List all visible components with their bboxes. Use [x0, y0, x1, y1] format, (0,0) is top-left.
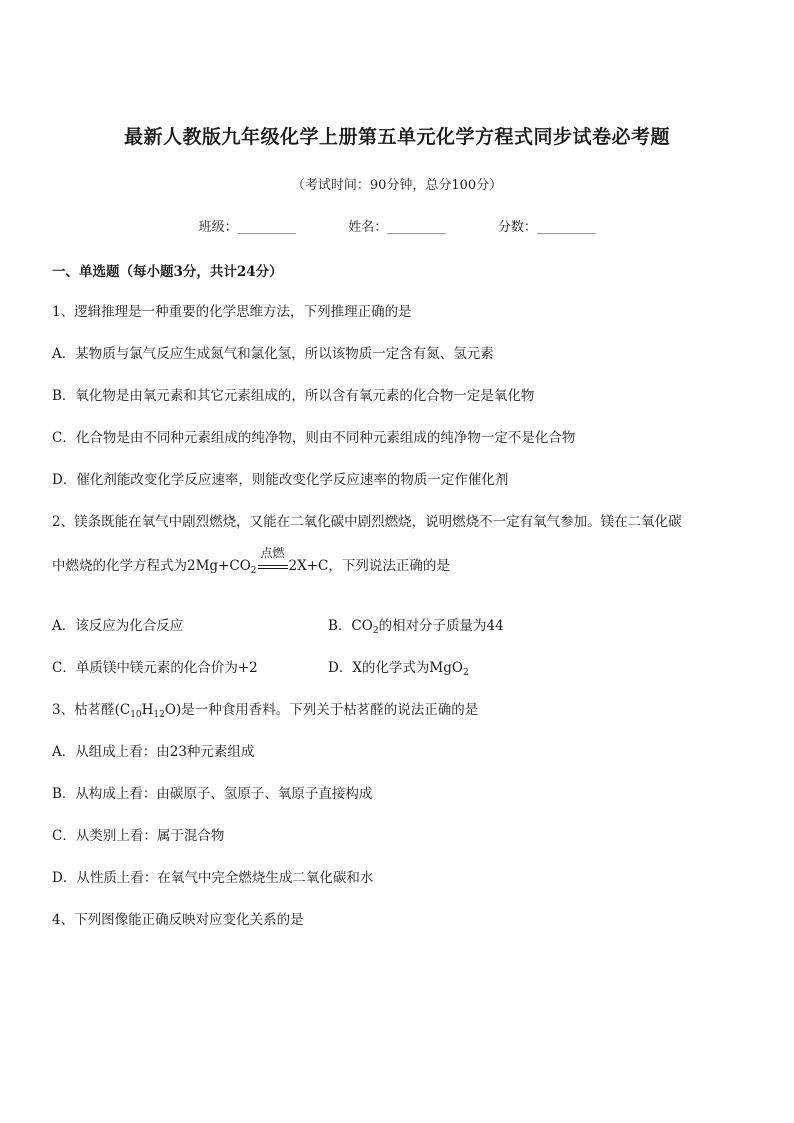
q2-stem-line1: 2、镁条既能在氧气中剧烈燃烧，又能在二氧化碳中剧烈燃烧，说明燃烧不一定有氧气参加。镁在二氧化碳 — [52, 514, 682, 530]
name-field: 姓名：_________ — [348, 220, 446, 235]
q2-equation-left: 中燃烧的化学方程式为2Mg+CO — [52, 558, 251, 574]
q2-option-b-post: 的相对分子质量为44 — [378, 618, 504, 634]
exam-title: 最新人教版九年级化学上册第五单元化学方程式同步试卷必考题 — [123, 126, 670, 148]
q2-option-b — [328, 614, 504, 634]
q2-co2-subscript: 2 — [250, 566, 257, 576]
reaction-condition — [258, 546, 288, 574]
student-info-row — [0, 216, 794, 235]
q3-option-d: D．从性质上看：在氧气中完全燃烧生成二氧化碳和水 — [52, 870, 374, 886]
q2-option-c: C．单质镁中镁元素的化合价为+2 — [52, 660, 258, 676]
q1-option-c: C．化合物是由不同种元素组成的纯净物，则由不同种元素组成的纯净物一定不是化合物 — [52, 430, 576, 446]
q2-option-d-subscript: 2 — [462, 668, 469, 678]
section-heading: 一、单选题（每小题3分，共计24分） — [52, 264, 283, 280]
exam-subtitle: （考试时间：90分钟，总分100分） — [291, 178, 503, 193]
q4-stem: 4、下列图像能正确反映对应变化关系的是 — [52, 912, 304, 928]
q3-hydrogen-subscript: 12 — [153, 710, 165, 720]
q3-option-c: C．从类别上看：属于混合物 — [52, 828, 225, 844]
q1-option-a: A．某物质与氯气反应生成氮气和氯化氢，所以该物质一定含有氮、氢元素 — [52, 346, 494, 362]
q3-option-a: A．从组成上看：由23种元素组成 — [52, 744, 255, 760]
q1-option-b: B．氧化物是由氧元素和其它元素组成的，所以含有氧元素的化合物一定是氧化物 — [52, 388, 535, 404]
q1-stem: 1、逻辑推理是一种重要的化学思维方法，下列推理正确的是 — [52, 304, 412, 320]
class-field: 班级：_________ — [198, 220, 297, 235]
q3-option-b: B．从构成上看：由碳原子、氢原子、氧原子直接构成 — [52, 786, 373, 802]
q3-stem-pre: 3、枯茗醛(C — [52, 702, 131, 718]
q2-option-d — [328, 656, 469, 676]
q2-option-a: A．该反应为化合反应 — [52, 618, 184, 634]
q2-option-b-subscript: 2 — [372, 626, 379, 636]
q2-option-d-pre: D．X的化学式为MgO — [328, 660, 463, 676]
score-field: 分数：_________ — [497, 220, 596, 235]
condition-label: 点燃 — [260, 546, 285, 560]
q3-hydrogen: H — [141, 702, 154, 718]
q3-carbon-subscript: 10 — [130, 710, 142, 720]
q2-equation-right: 2X+C，下列说法正确的是 — [288, 558, 450, 574]
q1-option-d: D．催化剂能改变化学反应速率，则能改变化学反应速率的物质一定作催化剂 — [52, 472, 509, 488]
q2-option-b-pre: B．CO — [328, 618, 373, 634]
q2-stem-line2 — [52, 546, 450, 576]
q3-stem-post: O)是一种食用香料。下列关于枯茗醛的说法正确的是 — [164, 702, 479, 718]
q3-stem — [52, 698, 478, 718]
equals-sign — [258, 565, 288, 569]
